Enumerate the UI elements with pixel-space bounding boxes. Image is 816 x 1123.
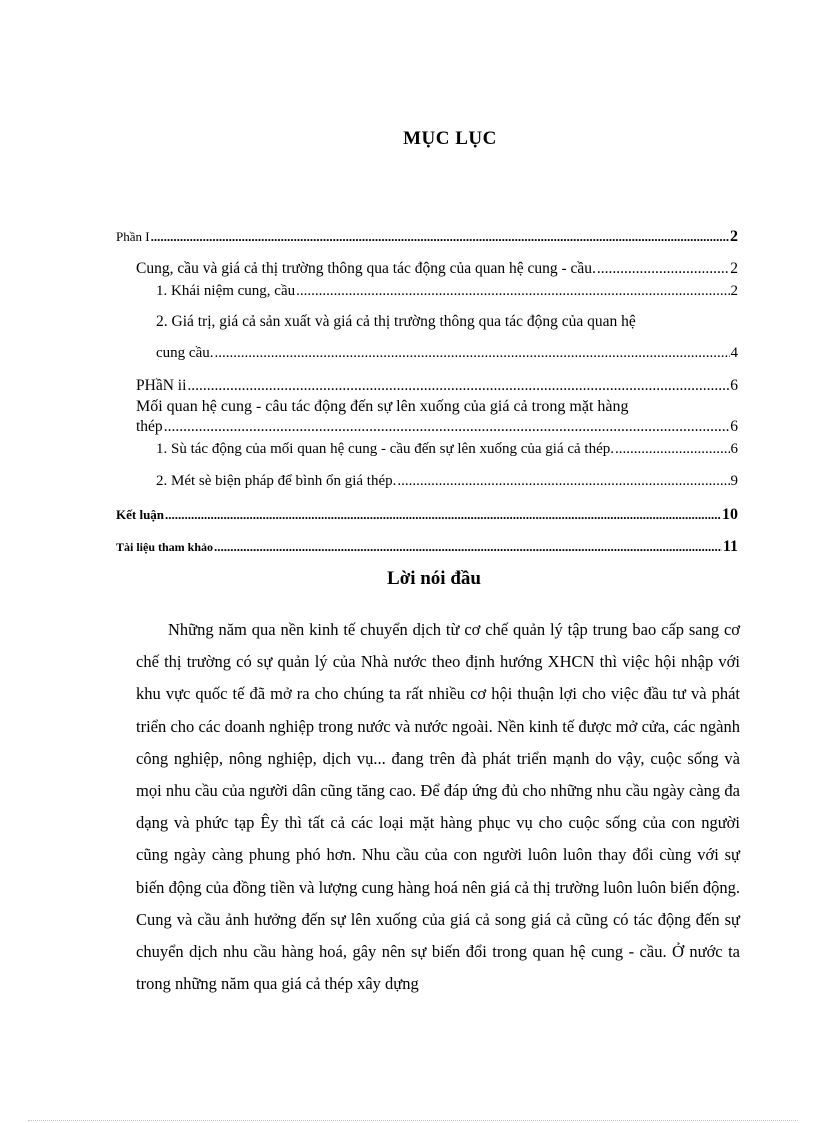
toc-page-number: 6: [730, 377, 738, 394]
toc-entry-conclusion[interactable]: [116, 507, 738, 523]
toc-leader-dots: [296, 284, 729, 299]
page-bottom-divider: [28, 1120, 798, 1121]
toc-page-number: 2: [730, 283, 738, 299]
toc-page-number: 2: [730, 228, 738, 245]
toc-page-number: 6: [730, 418, 738, 435]
toc-entry-label: 1. Khái niệm cung, cầu: [156, 283, 296, 299]
toc-page-number: 4: [730, 345, 738, 361]
toc-entry-label: Cung, cầu và giá cả thị trường thông qua tác động của quan hệ cung - cầu.: [136, 260, 596, 277]
toc-leader-dots: [214, 346, 729, 361]
toc-entry-value-price-line1[interactable]: 2. Giá trị, giá cả sản xuất và giá cả thị trường thông qua tác động của quan hệ: [156, 313, 636, 330]
toc-title: MỤC LỤC: [403, 128, 497, 149]
toc-entry-relationship-line1[interactable]: Mối quan hệ cung - câu tác động đến sự lên xuống của giá cả trong mặt hàng: [136, 398, 629, 415]
toc-page-number: 6: [730, 441, 738, 457]
toc-entry-impact[interactable]: [156, 442, 738, 457]
toc-leader-dots: [615, 442, 730, 457]
toc-entry-references[interactable]: [116, 539, 738, 555]
toc-leader-dots: [397, 474, 729, 489]
toc-entry-part-1[interactable]: [116, 229, 738, 245]
toc-leader-dots: [164, 419, 730, 435]
toc-entry-continuation: thép: [136, 418, 163, 435]
toc-entry-label: Tài liệu tham khảo: [116, 540, 214, 554]
toc-entry-label: Phần I: [116, 229, 150, 244]
toc-entry-supply-demand-price[interactable]: [136, 261, 738, 277]
toc-page-number: 11: [722, 538, 738, 555]
toc-entry-measures[interactable]: [156, 474, 738, 489]
toc-entry-concept[interactable]: [156, 284, 738, 299]
toc-leader-dots: [151, 230, 729, 243]
toc-entry-label: 2. Mét sè biện pháp để bình ổn giá thép.: [156, 473, 397, 489]
toc-leader-dots: [214, 540, 722, 553]
toc-entry-label: Kết luận: [116, 507, 165, 522]
toc-page-number: 2: [730, 260, 738, 277]
intro-paragraph: Những năm qua nền kinh tế chuyển dịch từ cơ chế quản lý tập trung bao cấp sang cơ chế thị trường có sự quản lý của Nhà nước theo định hướng XHCN thì việc hội nhập với khu vực quốc tế đã mở ra cho chúng ta rất nhiều cơ hội thuận lợi cho việc đầu tư và phát triển cho các doanh nghiệp trong nước và nước ngoài. Nền kinh tế được mở cửa, các ngành công nghiệp, nông nghiệp, dịch vụ... đang trên đà phát triển mạnh do vậy, cuộc sống và mọi nhu cầu của người dân cũng tăng cao. Để đáp ứng đủ cho những nhu cầu ngày càng đa dạng và phức tạp Êy thì tất cả các loại mặt hàng phục vụ cho cuộc sống của con người cũng ngày càng phung phó hơn. Nhu cầu của con người luôn luôn thay đổi cùng với sự biến động của đồng tiền và lượng cung hàng hoá nên giá cả thị trường luôn luôn biến động. Cung và cầu ảnh hưởng đến sự lên xuống của giá cả song giá cả cũng có tác động đến sự chuyển dịch nhu cầu hàng hoá, gây nên sự biến đổi trong quan hệ cung - cầu. Ở nước ta trong những năm qua giá cả thép xây dựng: [136, 620, 740, 994]
toc-page-number: 9: [730, 473, 738, 489]
toc-entry-part-2[interactable]: [136, 378, 738, 394]
toc-leader-dots: [597, 261, 729, 277]
toc-leader-dots: [187, 378, 729, 394]
toc-entry-continuation: cung cầu.: [156, 345, 214, 361]
intro-heading: Lời nói đầu: [387, 568, 481, 589]
toc-page-number: 10: [722, 506, 738, 523]
toc-entry-label: 1. Sù tác động của mối quan hệ cung - cầu đến sự lên xuống của giá cả thép.: [156, 441, 614, 457]
toc-entry-value-price[interactable]: [156, 346, 738, 361]
toc-leader-dots: [165, 508, 721, 521]
toc-entry-relationship[interactable]: [136, 419, 738, 435]
toc-entry-label: PHầN ii: [136, 377, 187, 394]
